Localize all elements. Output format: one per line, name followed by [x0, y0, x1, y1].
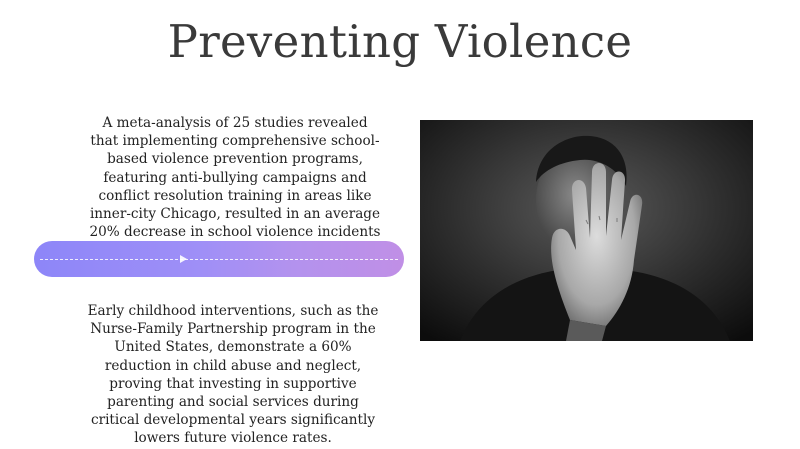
stop-hand-photo — [420, 120, 753, 341]
paragraph-school-programs: A meta-analysis of 25 studies revealed that implementing comprehensive school- based violence prevention programs, featuring anti-bullying campaigns and conflict resolution training in areas like inner-city Chicago, resulted in an average 20% decrease in school violence incidents — [89, 115, 381, 241]
arrow-icon — [180, 255, 187, 263]
paragraph-early-childhood: Early childhood interventions, such as the Nurse-Family Partnership program in the United States, demonstrate a 60% reduction in child abuse and neglect, proving that investing in supportive parenting and social services during critical developmental years significantly lowers future violence rates. — [87, 303, 379, 447]
decorative-divider — [34, 241, 404, 277]
slide-title: Preventing Violence — [167, 15, 633, 68]
photo-illustration — [420, 120, 753, 341]
divider-dashed-line — [40, 259, 398, 260]
